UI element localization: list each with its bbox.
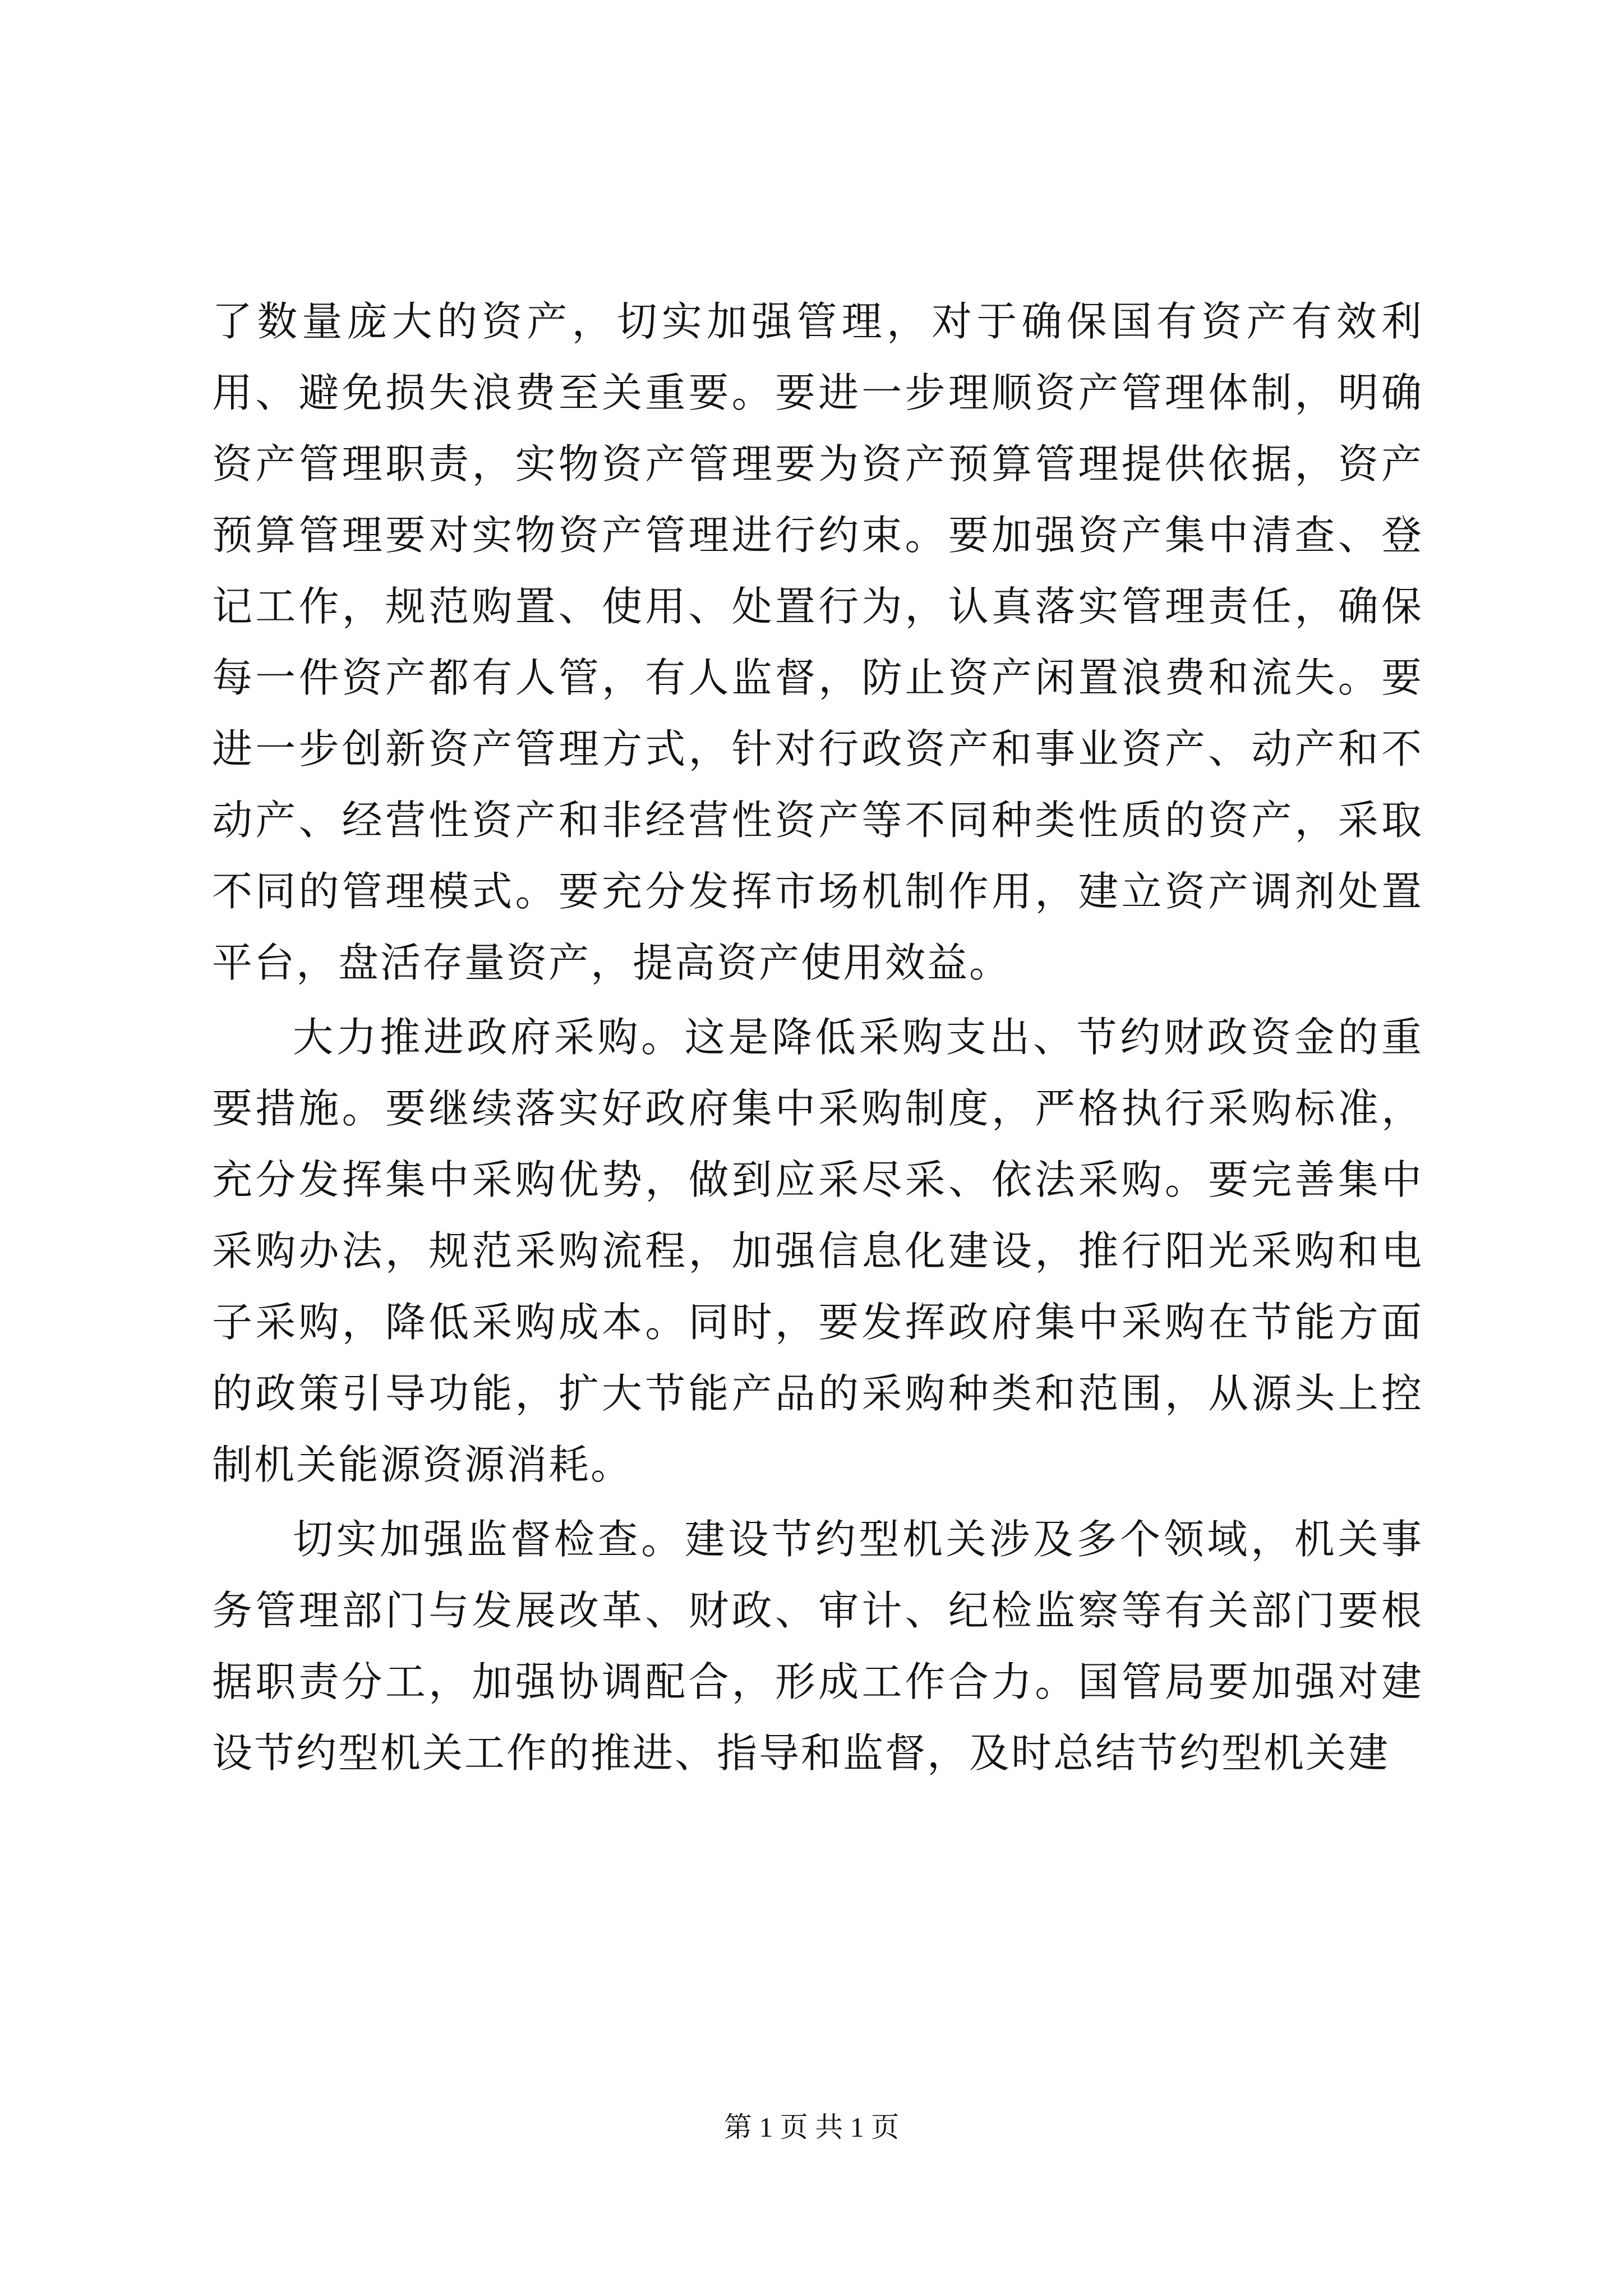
- paragraph-government-procurement: 大力推进政府采购。这是降低采购支出、节约财政资金的重要措施。要继续落实好政府集中采购制度，严格执行采购标准，充分发挥集中采购优势，做到应采尽采、依法采购。要完善集中采购办法，规范采购流程，加强信息化建设，推行阳光采购和电子采购，降低采购成本。同时，要发挥政府集中采购在节能方面的政策引导功能，扩大节能产品的采购种类和范围，从源头上控制机关能源资源消耗。: [212, 1014, 1423, 1488]
- paragraph-supervision: 切实加强监督检查。建设节约型机关涉及多个领域，机关事务管理部门与发展改革、财政、审计、纪检监察等有关部门要根据职责分工，加强协调配合，形成工作合力。国管局要加强对建设节约型机关工作的推进、指导和监督，及时总结节约型机关建: [212, 1516, 1423, 1777]
- page-number-footer: 第 1 页 共 1 页: [723, 2111, 900, 2143]
- document-body: [212, 286, 1423, 1792]
- paragraph-asset-management: 了数量庞大的资产，切实加强管理，对于确保国有资产有效利用、避免损失浪费至关重要。要进一步理顺资产管理体制，明确资产管理职责，实物资产管理要为资产预算管理提供依据，资产预算管理要对实物资产管理进行约束。要加强资产集中清查、登记工作，规范购置、使用、处置行为，认真落实管理责任，确保每一件资产都有人管，有人监督，防止资产闲置浪费和流失。要进一步创新资产管理方式，针对行政资产和事业资产、动产和不动产、经营性资产和非经营性资产等不同种类性质的资产，采取不同的管理模式。要充分发挥市场机制作用，建立资产调剂处置平台，盘活存量资产，提高资产使用效益。: [212, 298, 1423, 986]
